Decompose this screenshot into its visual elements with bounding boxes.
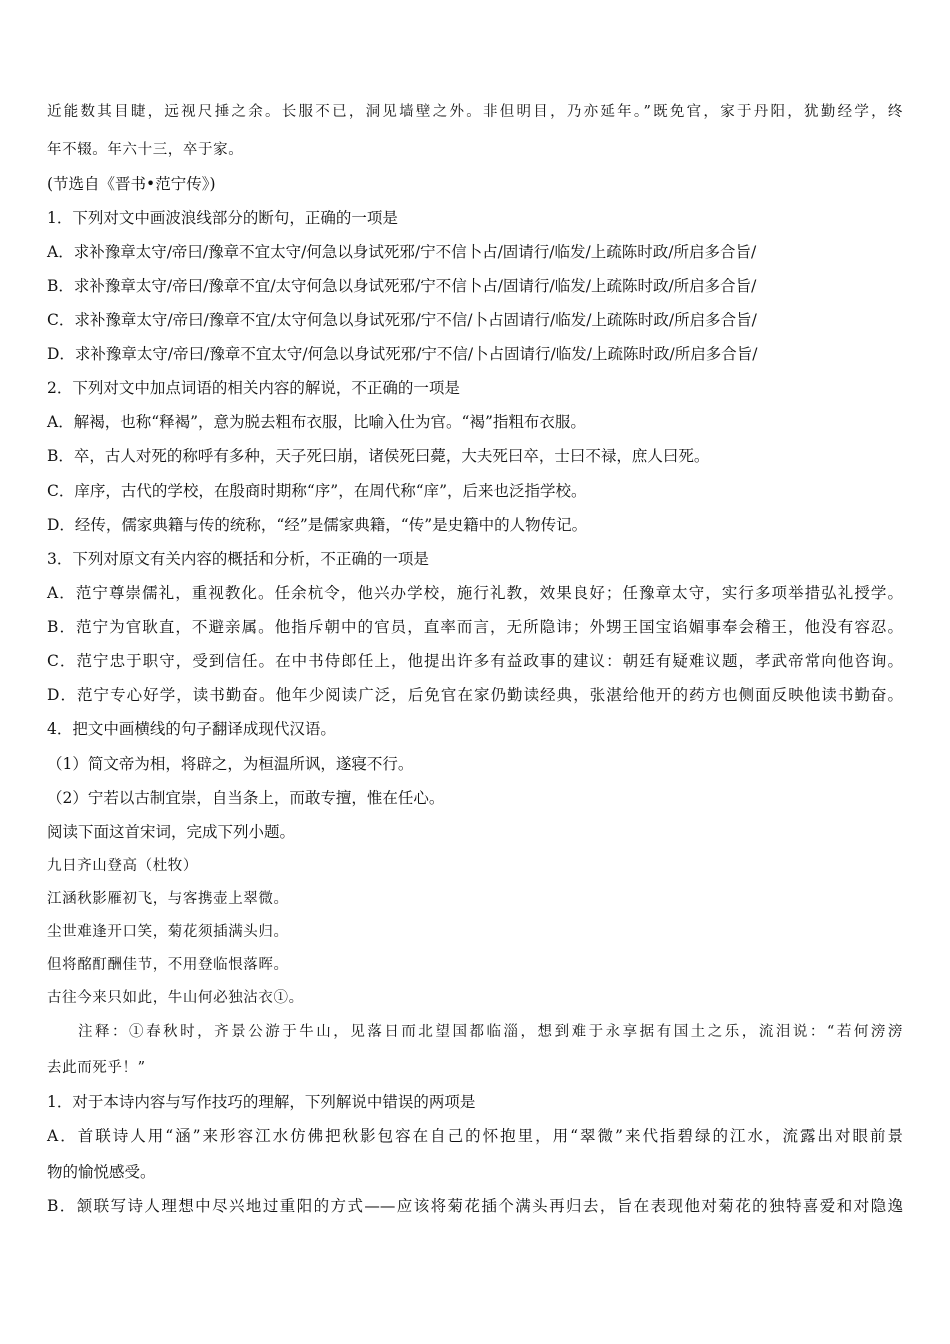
passage-source: (节选自《晋书•范宁传》) [47, 175, 216, 193]
poem-question-1-option-a: A．首联诗人用“涵”来形容江水仿佛把秋影包容在自己的怀抱里，用“翠微”来代指碧绿的江水，流露出对眼前景 [47, 1127, 903, 1145]
poem-note: 注释：①春秋时，齐景公游于牛山，见落日而北望国都临淄，想到难于永享据有国土之乐，流泪说：“若何滂滂 [78, 1024, 903, 1040]
poem-intro: 阅读下面这首宋词，完成下列小题。 [47, 823, 296, 841]
poem-title: 九日齐山登高（杜牧） [47, 858, 198, 874]
question-4-item-1: （1）简文帝为相，将辟之，为桓温所讽，遂寝不行。 [47, 755, 414, 773]
poem-line: 江涵秋影雁初飞，与客携壶上翠微。 [47, 891, 289, 907]
question-1-stem: 1．下列对文中画波浪线部分的断句，正确的一项是 [47, 209, 398, 227]
question-3-option-d: D．范宁专心好学，读书勤奋。他年少阅读广泛，后免官在家仍勤读经典，张湛给他开的药方也侧面反映他读书勤奋。 [47, 686, 903, 704]
question-2-option-a: A．解褐，也称“释褐”，意为脱去粗布衣服，比喻入仕为官。“褐”指粗布衣服。 [47, 413, 586, 431]
question-1-option-c: C．求补豫章太守/帝曰/豫章不宜/太守何急以身试死邪/宁不信/卜占固请行/临发/上疏陈时政/所启多合旨/ [47, 311, 757, 329]
poem-question-1-option-b: B．颔联写诗人理想中尽兴地过重阳的方式——应该将菊花插个满头再归去，旨在表现他对菊花的独特喜爱和对隐逸 [47, 1197, 903, 1215]
question-2-option-c: C．庠序，古代的学校，在殷商时期称“序”，在周代称“庠”，后来也泛指学校。 [47, 482, 587, 500]
poem-question-1-stem: 1．对于本诗内容与写作技巧的理解，下列解说中错误的两项是 [47, 1093, 476, 1111]
question-1-option-d: D．求补豫章太守/帝曰/豫章不宜太守/何急以身试死邪/宁不信/卜占固请行/临发/上疏陈时政/所启多合旨/ [47, 345, 758, 363]
question-3-option-a: A．范宁尊崇儒礼，重视教化。任余杭令，他兴办学校，施行礼教，效果良好；任豫章太守，实行多项举措弘礼授学。 [47, 584, 903, 602]
question-1-option-b: B．求补豫章太守/帝曰/豫章不宜/太守何急以身试死邪/宁不信卜占/固请行/临发/上疏陈时政/所启多合旨/ [47, 277, 757, 295]
question-4-item-2: （2）宁若以古制宜崇，自当条上，而敢专擅，惟在任心。 [47, 789, 445, 807]
question-2-option-d: D．经传，儒家典籍与传的统称，“经”是儒家典籍，“传”是史籍中的人物传记。 [47, 516, 588, 534]
passage-line: 年不辍。年六十三，卒于家。 [47, 142, 244, 158]
poem-note: 去此而死乎！” [47, 1060, 146, 1076]
poem-question-1-option-a-cont: 物的愉悦感受。 [47, 1163, 156, 1181]
question-1-option-a: A．求补豫章太守/帝曰/豫章不宜太守/何急以身试死邪/宁不信卜占/固请行/临发/上疏陈时政/所启多合旨/ [47, 243, 757, 261]
question-4-stem: 4．把文中画横线的句子翻译成现代汉语。 [47, 720, 336, 738]
poem-line: 但将酩酊酬佳节，不用登临恨落晖。 [47, 957, 289, 973]
passage-line: 近能数其目睫，远视尺捶之余。长服不已，洞见墙壁之外。非但明目，乃亦延年。”既免官，家于丹阳，犹勤经学，终 [47, 104, 903, 120]
poem-line: 古往今来只如此，牛山何必独沾衣①。 [47, 990, 304, 1006]
question-3-stem: 3．下列对原文有关内容的概括和分析，不正确的一项是 [47, 550, 429, 568]
question-2-stem: 2．下列对文中加点词语的相关内容的解说，不正确的一项是 [47, 379, 460, 397]
poem-line: 尘世难逢开口笑，菊花须插满头归。 [47, 924, 289, 940]
question-3-option-c: C．范宁忠于职守，受到信任。在中书侍郎任上，他提出许多有益政事的建议：朝廷有疑难议题，孝武帝常向他咨询。 [47, 652, 903, 670]
question-3-option-b: B．范宁为官耿直，不避亲属。他指斥朝中的官员，直率而言，无所隐讳；外甥王国宝谄媚事奉会稽王，他没有容忍。 [47, 618, 903, 636]
question-2-option-b: B．卒，古人对死的称呼有多种，天子死曰崩，诸侯死曰薨，大夫死曰卒，士曰不禄，庶人曰死。 [47, 447, 710, 465]
